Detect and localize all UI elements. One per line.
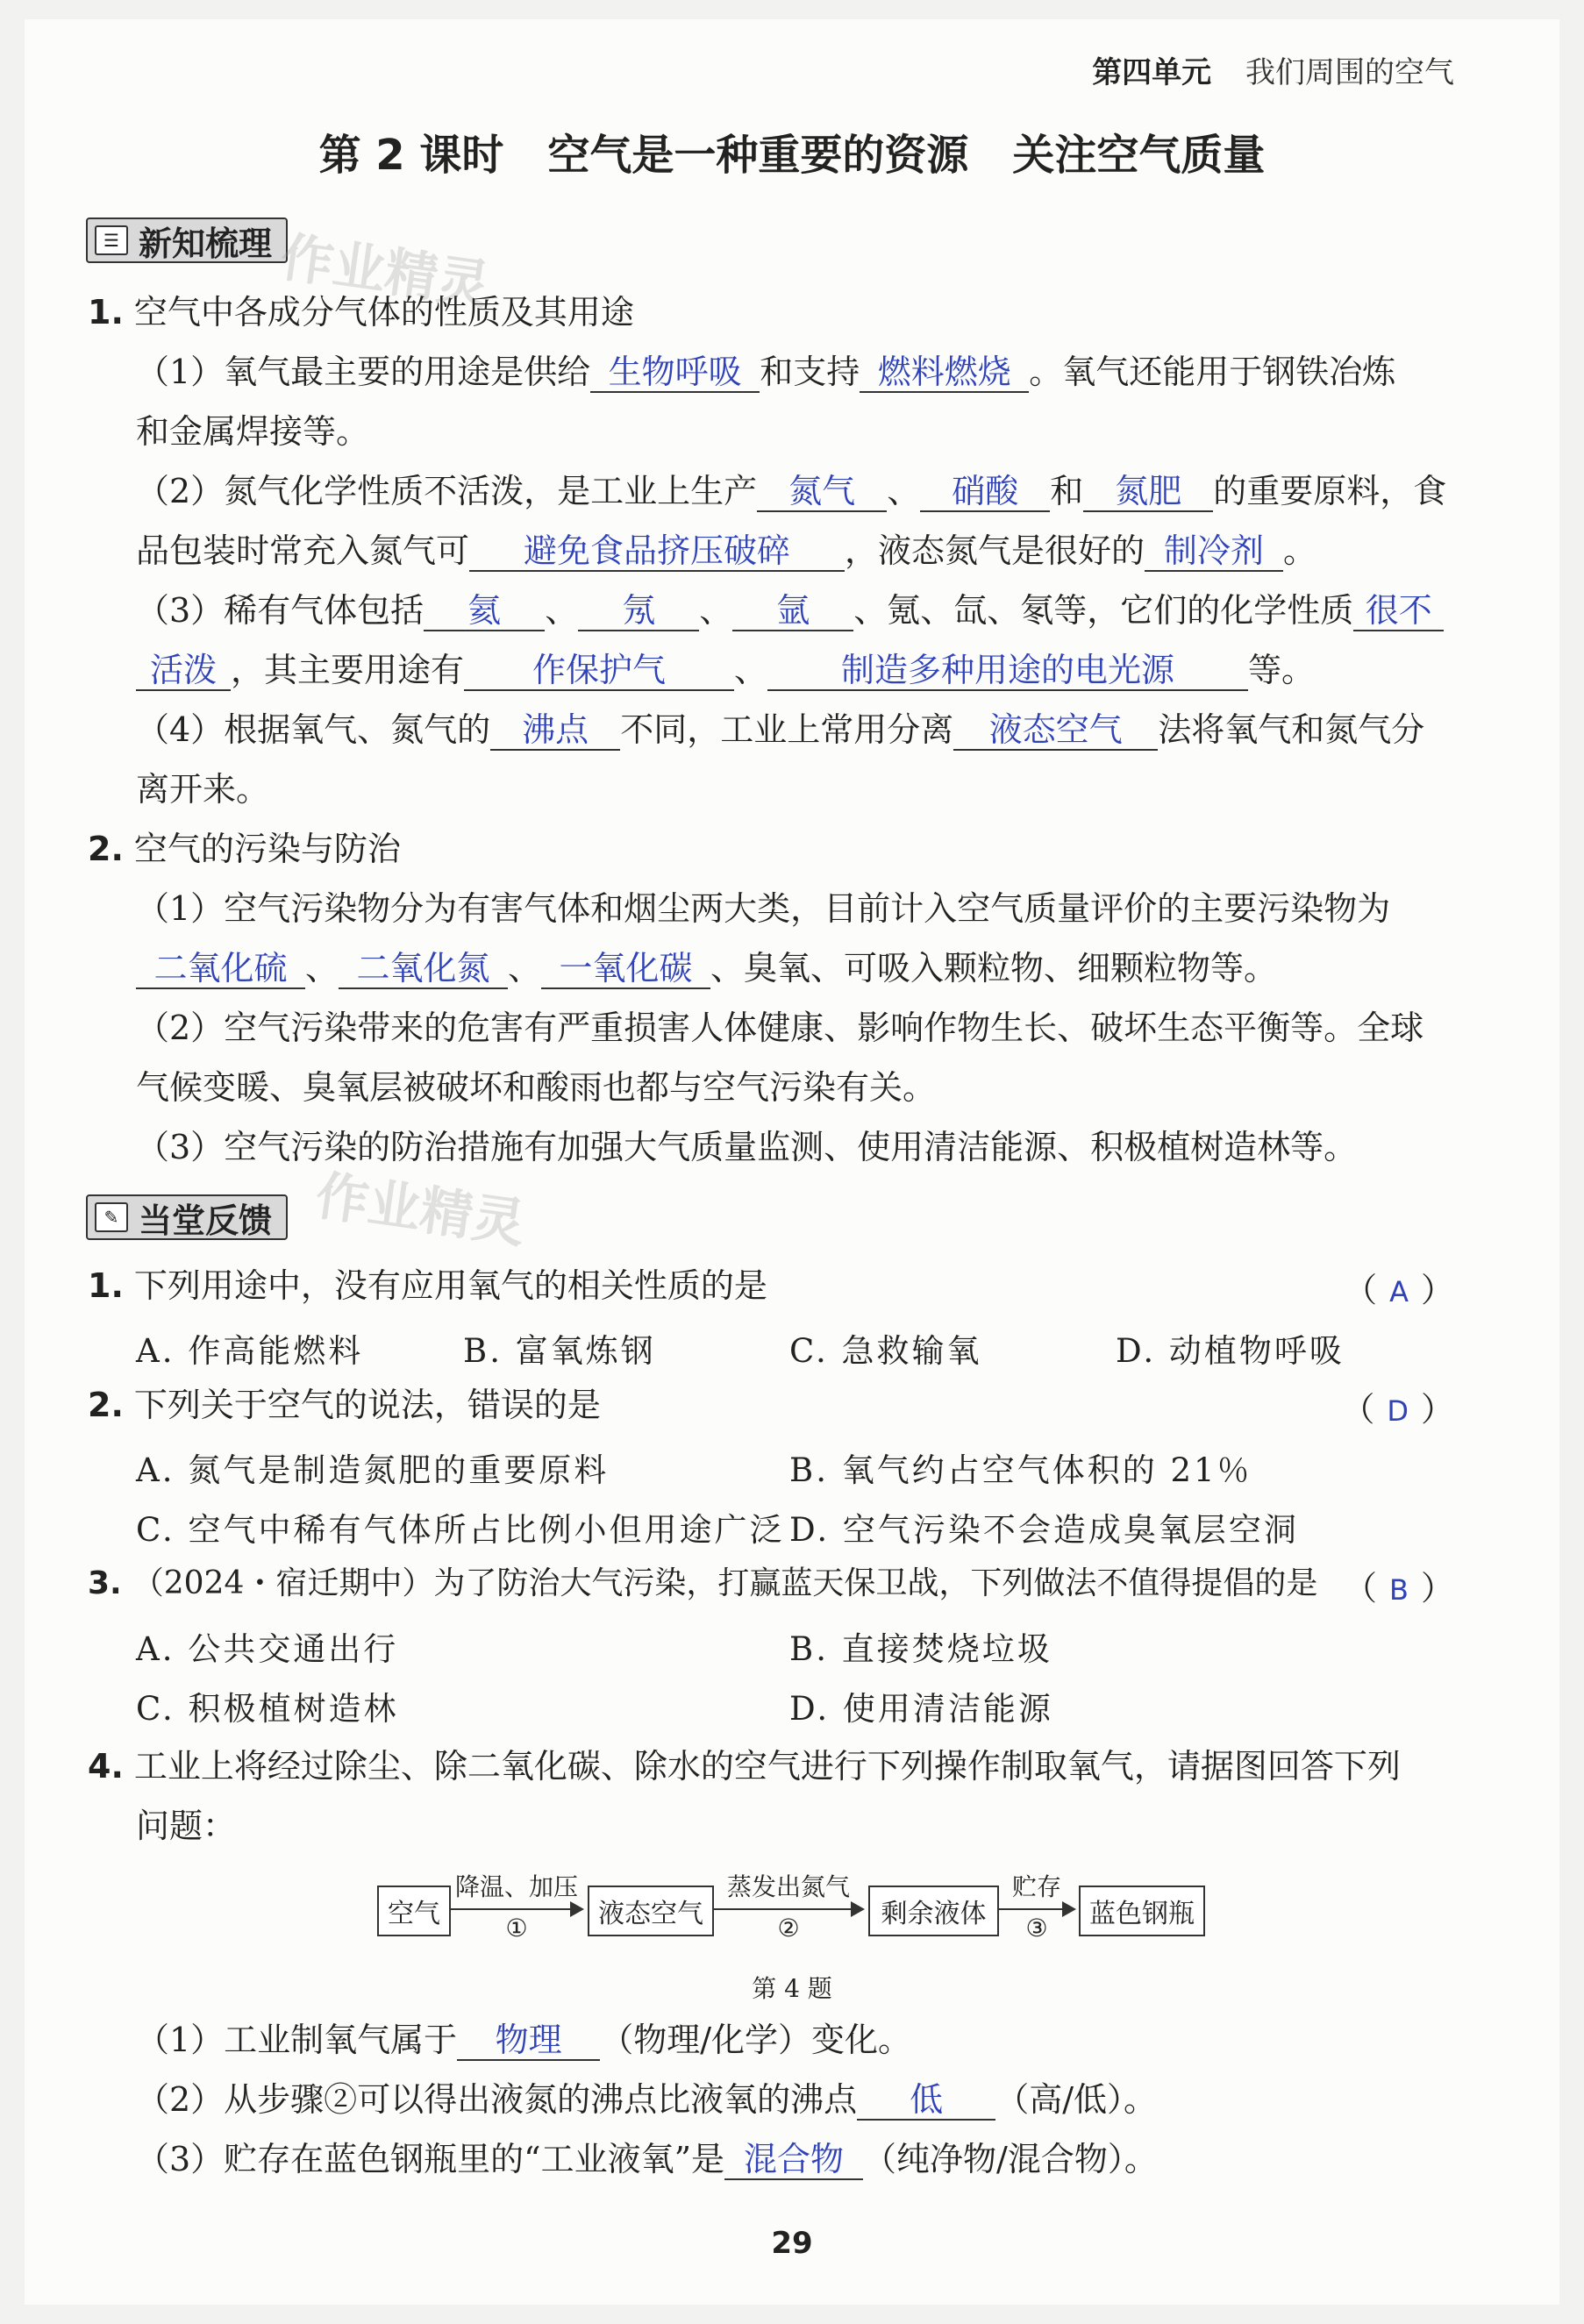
unit-label: 第四单元 [1092,55,1212,90]
answer-blank: 制造多种用途的电光源 [767,652,1248,691]
q3-answer: （ B ） [1344,1569,1454,1608]
answer-blank: 制冷剂 [1145,533,1283,572]
q2-option-c: C. 空气中稀有气体所占比例小但用途广泛 [136,1511,785,1549]
q2-option-b: B. 氧气约占空气体积的 21％ [789,1451,1252,1489]
q1-option-a: A. 作高能燃料 [136,1332,364,1370]
section-title: 新知梳理 [139,224,273,263]
k2-line4: 气候变暖、臭氧层被破坏和酸雨也都与空气污染有关。 [136,1068,937,1107]
q1-answer: （ A ） [1344,1271,1454,1309]
answer-blank: 生物呼吸 [590,354,760,393]
flow-box-liquid-air: 液态空气 [588,1886,714,1936]
answer-blank: 燃料燃烧 [860,354,1029,393]
answer-blank: 低 [857,2082,995,2121]
flow-arrow-2 [714,1908,863,1910]
page-title [0,121,1584,182]
k2-line5: （3）空气污染的防治措施有加强大气质量监测、使用清洁能源、积极植树造林等。 [136,1128,1358,1166]
k2-line3: （2）空气污染带来的危害有严重损害人体健康、影响作物生长、破坏生态平衡等。全球 [136,1009,1424,1047]
q4-part1: （1）工业制氧气属于 物理 （物理/化学）变化。 [136,2021,911,2059]
answer-blank: 氖 [578,593,699,631]
q1-stem: 1. 下列用途中，没有应用氧气的相关性质的是 [88,1266,767,1305]
q4-stem-cont: 问题： [136,1807,237,1845]
k1-line5: （3）稀有气体包括 氦 、 氖 、 氩 、氪、氙、氡等，它们的化学性质 很不 [136,588,1504,633]
q4-part2: （2）从步骤②可以得出液氮的沸点比液氧的沸点 低 （高/低）。 [136,2080,1157,2119]
q2-answer: （ D ） [1341,1390,1454,1429]
answer-blank: 液态空气 [953,712,1158,751]
flow-step-3-label: 贮存 [1011,1872,1061,1901]
k1-line3: （2）氮气化学性质不活泼，是工业上生产 氮气 、 硝酸 和 氮肥 的重要原料，食 [136,472,1447,510]
answer-blank: 一氧化碳 [541,951,710,989]
k1-line6: 活泼 ，其主要用途有 作保护气 、 制造多种用途的电光源 等。 [136,647,1504,693]
answer-blank: 很不 [1353,593,1444,631]
flow-box-blue-cylinder: 蓝色钢瓶 [1079,1886,1205,1936]
watermark: 作业精灵 [311,1165,530,1256]
answer-blank: 作保护气 [464,652,734,691]
flow-step-3-number: ③ [1025,1914,1048,1943]
k1-heading: 1. 空气中各成分气体的性质及其用途 [88,293,634,331]
answer-blank: 混合物 [724,2142,863,2180]
q2-stem: 2. 下列关于空气的说法，错误的是 [88,1386,601,1424]
answer-blank: 沸点 [490,712,620,751]
flow-step-2-number: ② [777,1914,800,1943]
answer-blank: 活泼 [136,652,231,691]
answer-blank: 物理 [457,2022,600,2061]
q4-stem: 4. 工业上将经过除尘、除二氧化碳、除水的空气进行下列操作制取氧气，请据图回答下列 [88,1747,1401,1786]
lesson-number: 第 2 课时 [318,131,504,180]
running-header [1092,48,1454,91]
section-title: 当堂反馈 [139,1201,273,1240]
q3-option-d: D. 使用清洁能源 [789,1690,1053,1728]
k2-line2: 二氧化硫 、 二氧化氮 、 一氧化碳 、臭氧、可吸入颗粒物、细颗粒物等。 [136,945,1504,991]
flow-step-2-label: 蒸发出氮气 [726,1872,850,1901]
title-part2: 关注空气质量 [1012,131,1266,180]
flow-box-residual-liquid: 剩余液体 [868,1886,999,1936]
answer-blank: 二氧化氮 [339,951,508,989]
flow-arrow-3 [999,1908,1074,1910]
answer-blank: 氩 [732,593,853,631]
q1-option-c: C. 急救输氧 [789,1332,982,1370]
k2-line1: （1）空气污染物分为有害气体和烟尘两大类，目前计入空气质量评价的主要污染物为 [136,889,1391,928]
figure-caption: 第 4 题 [752,1974,832,2003]
q3-stem: 3. （2024・宿迁期中）为了防治大气污染，打赢蓝天保卫战，下列做法不值得提倡的是 [88,1565,1318,1601]
answer-blank: 二氧化硫 [136,951,305,989]
unit-topic: 我们周围的空气 [1245,55,1454,90]
q3-option-a: A. 公共交通出行 [136,1630,399,1668]
section-feedback [86,1194,288,1240]
answer-blank: 氦 [424,593,545,631]
k1-line1: （1）氧气最主要的用途是供给 生物呼吸 和支持 燃料燃烧 。氧气还能用于钢铁冶炼 [136,353,1396,391]
answer-blank: 硝酸 [920,474,1050,512]
q1-option-b: B. 富氧炼钢 [463,1332,656,1370]
answer-blank: 氮肥 [1083,474,1213,512]
flow-step-1-label: 降温、加压 [454,1872,578,1901]
k1-line4: 品包装时常充入氮气可 避免食品挤压破碎 ，液态氮气是很好的 制冷剂 。 [136,531,1317,570]
process-flow-diagram [377,1872,1202,1954]
answer-blank: 氮气 [757,474,887,512]
flow-box-air: 空气 [377,1886,451,1936]
section-new-knowledge [86,217,288,263]
pencil-icon: ✎ [95,1202,128,1232]
q2-option-d: D. 空气污染不会造成臭氧层空洞 [789,1511,1299,1549]
q1-option-d: D. 动植物呼吸 [1116,1332,1345,1370]
q4-part3: （3）贮存在蓝色钢瓶里的“工业液氧”是 混合物 （纯净物/混合物）。 [136,2140,1158,2178]
k2-heading: 2. 空气的污染与防治 [88,830,401,868]
k1-line8: 离开来。 [136,770,270,809]
answer-blank: 避免食品挤压破碎 [469,533,845,572]
flow-step-1-number: ① [505,1914,528,1943]
k1-line7: （4）根据氧气、氮气的 沸点 不同，工业上常用分离 液态空气 法将氧气和氮气分 [136,710,1425,749]
watermark: 作业精灵 [276,226,495,317]
flow-arrow-1 [451,1908,582,1910]
title-part1: 空气是一种重要的资源 [547,131,969,180]
k1-line2: 和金属焊接等。 [136,412,370,451]
page-number: 29 [771,2226,813,2261]
book-icon: ☰ [95,225,128,255]
q3-option-c: C. 积极植树造林 [136,1690,399,1728]
q2-option-a: A. 氮气是制造氮肥的重要原料 [136,1451,610,1489]
q3-option-b: B. 直接焚烧垃圾 [789,1630,1052,1668]
